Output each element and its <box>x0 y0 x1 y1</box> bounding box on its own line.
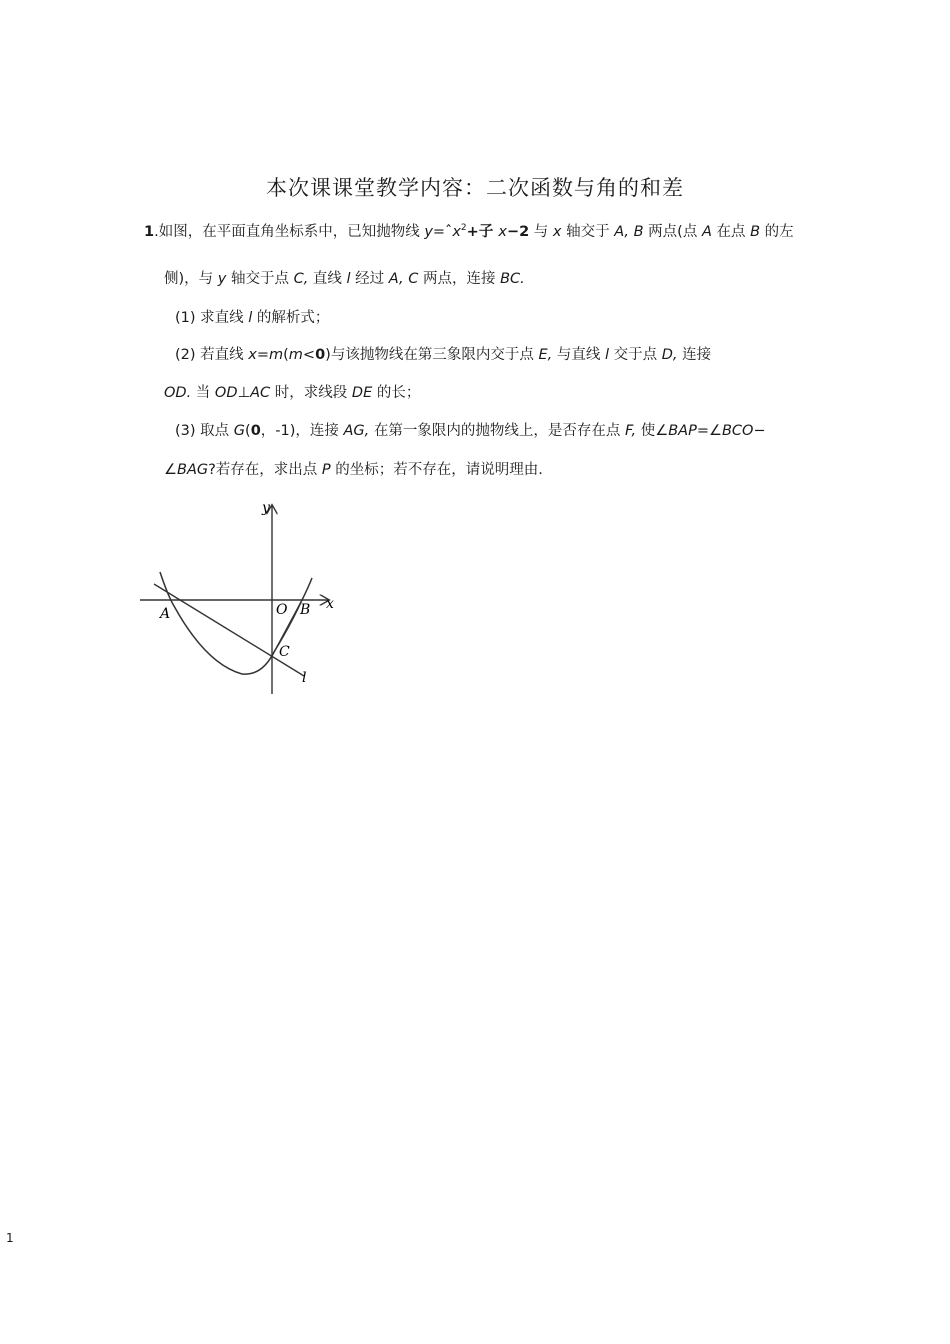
segment-de: DE <box>351 385 373 401</box>
origin-label: O <box>276 602 288 618</box>
text: 取点 <box>195 423 234 439</box>
text: 的坐标；若不存在，请说明理由. <box>330 462 543 478</box>
text: ( <box>283 347 289 363</box>
question-1 <box>175 306 329 327</box>
text: 求直线 <box>195 310 249 326</box>
point-f: F, <box>625 423 637 439</box>
point-a: A <box>701 224 712 240</box>
text: 两点(点 <box>643 224 702 240</box>
segment-ag: AG, <box>343 423 370 439</box>
text: 与直线 <box>552 347 605 363</box>
question-3 <box>175 419 766 440</box>
segment-ac: AC <box>250 385 271 401</box>
problem-line-1 <box>144 220 794 241</box>
equation-x-m: x=m <box>248 347 284 363</box>
text: 两点，连接 <box>418 271 501 287</box>
var-x: x <box>452 224 461 240</box>
text: 直线 <box>308 271 347 287</box>
var-y: y <box>424 224 433 240</box>
text: ?若存在，求出点 <box>208 462 322 478</box>
zero: 0 <box>315 347 326 363</box>
segment-bc: BC. <box>500 271 525 287</box>
text: .如图，在平面直角坐标系中，已知抛物线 <box>154 224 425 240</box>
text: −2 <box>506 224 530 240</box>
text: )与该抛物线在第三象限内交于点 <box>325 347 539 363</box>
problem-number: 1 <box>144 224 155 240</box>
point-c: C <box>408 271 419 287</box>
page-title: 本次课课堂教学内容：二次函数与角的和差 <box>266 176 684 200</box>
point-a-label: A <box>160 606 171 622</box>
point-c: C, <box>293 271 309 287</box>
line-l-label: l <box>302 670 307 686</box>
text: 轴交于 <box>561 224 615 240</box>
var-x: x <box>552 224 562 240</box>
perpendicular-symbol: ⊥ <box>237 385 251 401</box>
line-l <box>154 584 304 676</box>
text: 时，求线段 <box>270 385 352 401</box>
text: 与 <box>529 224 553 240</box>
point-p: P <box>321 462 331 478</box>
text: ，-1)，连接 <box>260 423 344 439</box>
text: 使 <box>636 423 656 439</box>
angle-expression: ∠BAP=∠BCO− <box>655 423 766 439</box>
segment-od: OD. <box>164 385 192 401</box>
point-b-label: B <box>300 602 311 618</box>
question-number: (1) <box>175 310 196 326</box>
zero: 0 <box>250 423 261 439</box>
var-y: y <box>217 271 227 287</box>
text: < <box>302 347 316 363</box>
question-2-continued <box>164 381 420 402</box>
question-number: (3) <box>175 423 196 439</box>
text: 连接 <box>677 347 712 363</box>
problem-line-2 <box>164 267 525 288</box>
question-number: (2) <box>175 347 196 363</box>
text: ( <box>245 423 251 439</box>
text: 在点 <box>711 224 751 240</box>
angle-bag: ∠BAG <box>164 462 209 478</box>
point-c-label: C <box>279 644 290 660</box>
point-d: D, <box>661 347 678 363</box>
text: 当 <box>191 385 215 401</box>
page-number: 1 <box>6 1231 14 1245</box>
point-g: G <box>233 423 246 439</box>
var-x: x <box>498 224 507 240</box>
question-3-continued <box>164 458 543 479</box>
text: 的解析式； <box>252 310 330 326</box>
x-axis-label: x <box>326 596 334 612</box>
exponent: 2 <box>460 223 467 234</box>
point-a: A, <box>388 271 404 287</box>
text: 侧)，与 <box>164 271 218 287</box>
text: 若直线 <box>195 347 249 363</box>
var-m: m <box>288 347 303 363</box>
segment-od: OD <box>214 385 238 401</box>
text: 的长； <box>372 385 421 401</box>
coordinate-figure <box>138 496 338 696</box>
point-b: B <box>750 224 761 240</box>
points-ab: A, B <box>614 224 644 240</box>
line-l: l <box>248 310 253 326</box>
text: 的左 <box>760 224 794 240</box>
y-axis-label: y <box>262 500 270 516</box>
text: 轴交于点 <box>226 271 294 287</box>
line-l: l <box>346 271 351 287</box>
line-l: l <box>604 347 609 363</box>
text: +子 <box>466 224 499 240</box>
question-2 <box>175 343 711 364</box>
text: =ˆ <box>432 224 453 240</box>
text: 经过 <box>350 271 389 287</box>
text: 在第一象限内的抛物线上，是否存在点 <box>369 423 625 439</box>
point-e: E, <box>538 347 553 363</box>
text: 交于点 <box>608 347 662 363</box>
